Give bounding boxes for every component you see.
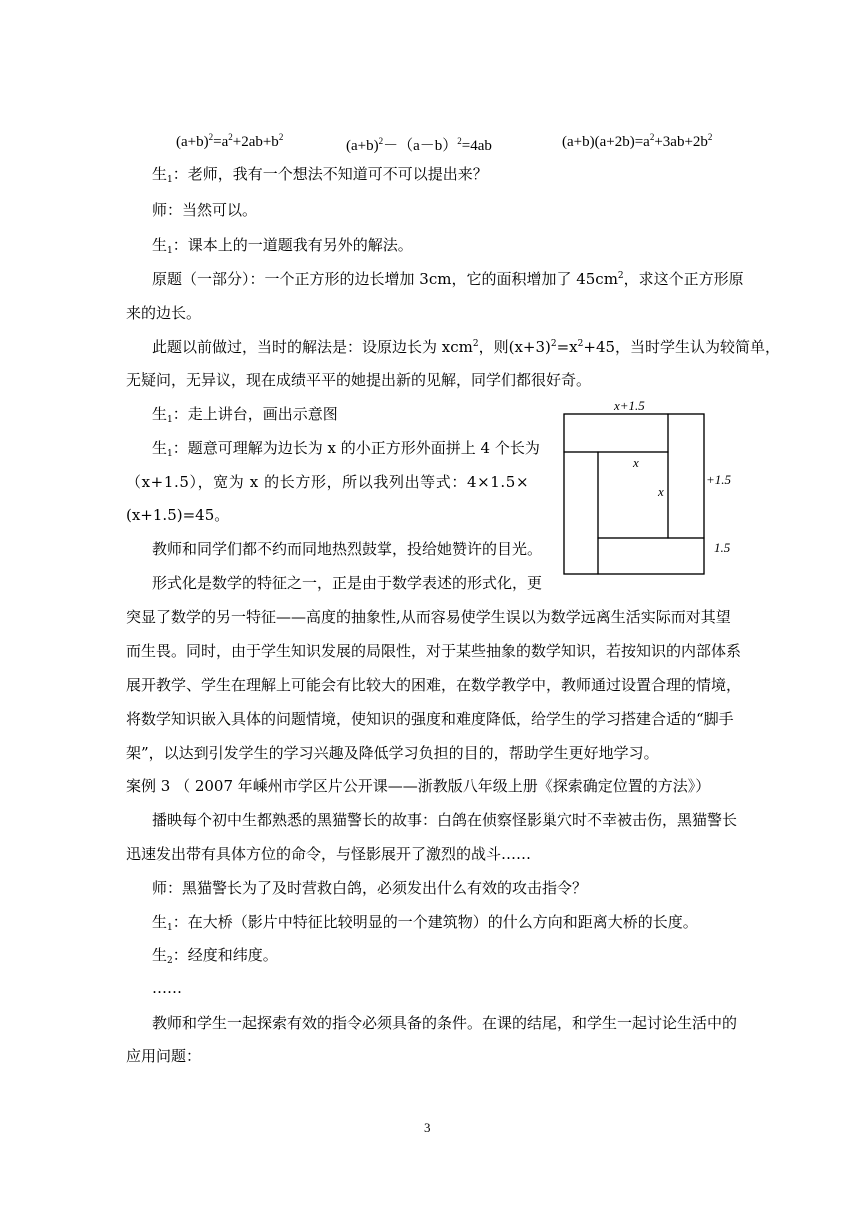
label-right: +1.5 (706, 472, 732, 487)
label-bottom: 1.5 (714, 540, 731, 555)
dialog-line-5: 生$_1$：题意可理解为边长为 x 的小正方形外面拼上 4 个长为 (152, 439, 540, 459)
ellipsis-line: …… (152, 979, 182, 997)
dialog-line-8: 师：黑猫警长为了及时营救白鸽，必须发出什么有效的攻击指令？ (152, 879, 588, 897)
bottom-rect (598, 538, 704, 574)
square-diagram (548, 398, 748, 578)
para-line-6: 架”，以达到引发学生的学习兴趣及降低学习负担的目的，帮助学生更好地学习。 (126, 744, 659, 762)
solution-line-1: 此题以前做过，当时的解法是：设原边长为 xcm$^2$，则$(x+3)^2=x^2+45$，当时学生认为较简单， (152, 338, 781, 356)
top-rect (564, 414, 668, 452)
closing-line-2: 应用问题： (126, 1047, 202, 1065)
formula-square-of-sum: $(a+b)^2=a^2+2ab+b^2$ (176, 132, 284, 150)
dialog-line-7: (x+1.5)=45。 (126, 506, 230, 524)
left-rect (564, 452, 598, 574)
dialog-line-1: 生$_1$：老师，我有一个想法不知道可不可以提出来？ (152, 165, 488, 185)
dialog-line-9: 生$_1$：在大桥（影片中特征比较明显的一个建筑物）的什么方向和距离大桥的长度。 (152, 913, 698, 933)
solution-line-2: 无疑问，无异议，现在成绩平平的她提出新的见解，同学们都很好奇。 (126, 371, 592, 389)
formula-product: $(a+b)(a+2b)=a^2+3ab+2b^2$ (562, 132, 713, 150)
closing-line-1: 教师和学生一起探索有效的指令必须具备的条件。在课的结尾，和学生一起讨论生活中的 (152, 1014, 738, 1032)
outer-square (564, 414, 704, 574)
story-line-2: 迅速发出带有具体方位的命令，与怪影展开了激烈的战斗…… (126, 845, 532, 863)
label-x-top: x (633, 455, 639, 470)
problem-line-2: 来的边长。 (126, 304, 202, 322)
right-rect (668, 414, 704, 538)
dialog-line-4: 生$_1$：走上讲台，画出示意图 (152, 405, 338, 425)
para-line-5: 将数学知识嵌入具体的问题情境，使知识的强度和难度降低，给学生的学习搭建合适的“脚手 (126, 710, 734, 728)
dialog-line-10: 生$_2$：经度和纬度。 (152, 946, 278, 966)
problem-line-1: 原题（一部分）：一个正方形的边长增加 3cm，它的面积增加了 $45cm^2$，求这个正方形原 (152, 270, 744, 288)
para-line-3: 而生畏。同时，由于学生知识发展的局限性，对于某些抽象的数学知识，若按知识的内部体系 (126, 642, 742, 660)
case-heading: 案例 3 （ 2007 年嵊州市学区片公开课——浙教版八年级上册《探索确定位置的方法》） (126, 777, 711, 795)
para-line-4: 展开教学、学生在理解上可能会有比较大的困难，在数学教学中，教师通过设置合理的情境， (126, 676, 742, 694)
para-line-1: 形式化是数学的特征之一，正是由于数学表述的形式化，更 (152, 574, 543, 592)
label-x-right: x (658, 484, 664, 499)
label-top: x+1.5 (614, 398, 645, 413)
dialog-line-3: 生$_1$：课本上的一道题我有另外的解法。 (152, 236, 413, 256)
dialog-line-2: 师：当然可以。 (152, 201, 258, 219)
dialog-line-6: （x+1.5），宽为 x 的长方形，所以我列出等式：4×1.5× (126, 473, 530, 491)
applause-line: 教师和同学们都不约而同地热烈鼓掌，投给她赞许的目光。 (152, 540, 543, 558)
formula-difference-of-squares: $(a+b)^2-(a-b)^2=4ab$ (346, 136, 492, 154)
story-line-1: 播映每个初中生都熟悉的黑猫警长的故事：白鸽在侦察怪影巢穴时不幸被击伤，黑猫警长 (152, 811, 738, 829)
page-number: 3 (424, 1120, 431, 1135)
para-line-2: 突显了数学的另一特征——高度的抽象性,从而容易使学生误以为数学远离生活实际而对其望 (126, 608, 731, 626)
